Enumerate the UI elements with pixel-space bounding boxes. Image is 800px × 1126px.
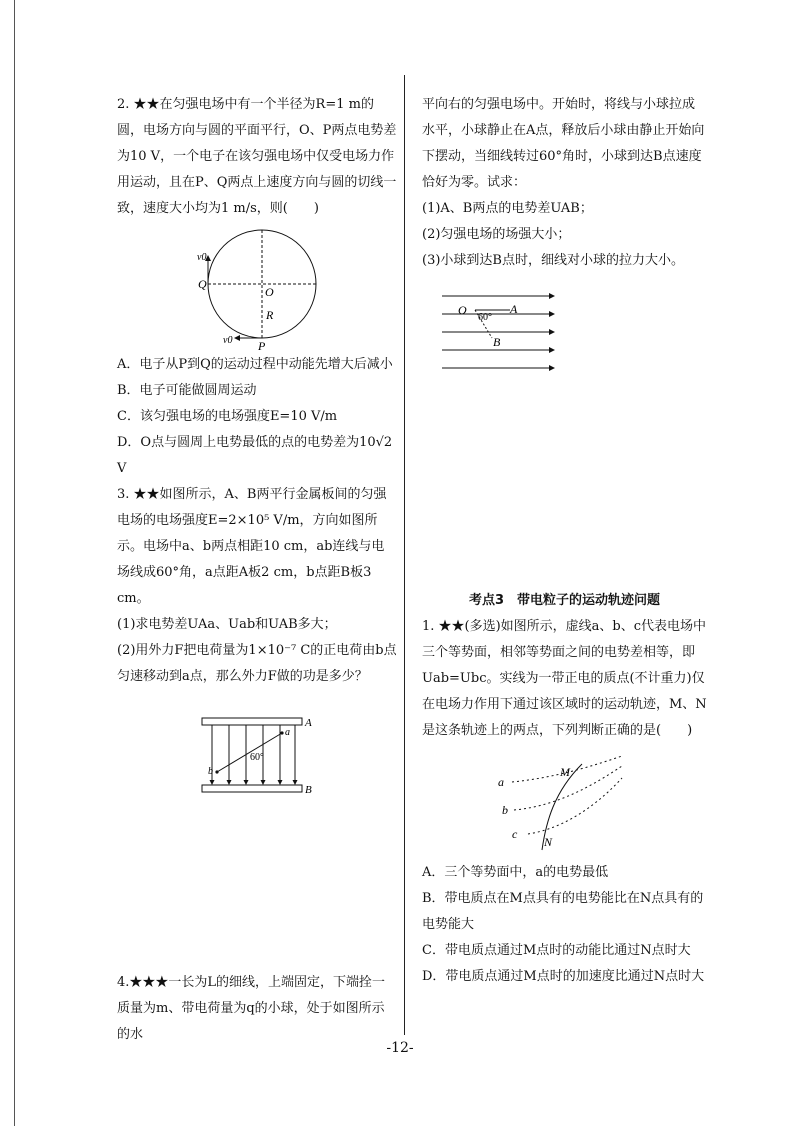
q3-label-b: b	[208, 766, 213, 777]
q3-sub1: (1)求电势差UAa、Uab和UAB多大；	[117, 617, 337, 632]
page-number: -12-	[386, 1040, 414, 1056]
q2-label-P: P	[258, 339, 266, 352]
q4-sub1: (1)A、B两点的电势差UAB；	[422, 201, 593, 216]
s3-label-a: a	[498, 775, 504, 789]
q4-label-angle: 60°	[478, 312, 492, 323]
q4-pendulum-figure	[422, 288, 707, 378]
column-divider	[404, 75, 405, 1035]
q3-plate-B	[202, 785, 302, 792]
section3-heading: 考点3 带电粒子的运动轨迹问题	[468, 593, 661, 608]
q3-plate-A	[202, 718, 302, 725]
page-edge-line	[14, 0, 15, 1126]
q3-plates-figure	[117, 708, 397, 808]
q3-stem: 3. ★★如图所示，A、B两平行金属板间的匀强电场的电场强度E=2×10⁵ V/m，方向如图所示。电场中a、b两点相距10 cm，ab连线与电场线成60°角，a点距A板2 cm，b点距B板3 cm。	[117, 487, 387, 606]
q3-sub2: (2)用外力F把电荷量为1×10⁻⁷ C的正电荷由b点匀速移动到a点，那么外力F做的功是多少？	[117, 643, 397, 684]
s3-label-N: N	[544, 835, 553, 849]
left-column	[117, 92, 397, 1042]
right-column	[422, 92, 707, 990]
q2-label-v0-bottom: v0	[223, 335, 233, 346]
s3-option-a: A．三个等势面中，a的电势最低	[422, 865, 609, 880]
s3-label-M: M	[560, 765, 570, 779]
q3-label-B: B	[305, 784, 312, 796]
q2-option-c: C．该匀强电场的电场强度E=10 V/m	[117, 409, 338, 424]
s3-q1-trajectory-figure	[422, 750, 707, 860]
s3-option-d: D．带电质点通过M点时的加速度比通过N点时大	[422, 969, 705, 984]
q3-label-angle: 60°	[250, 752, 264, 763]
q4-sub3: (3)小球到达B点时，细线对小球的拉力大小。	[422, 253, 684, 268]
q3-point-a	[280, 731, 283, 734]
q4-label-B: B	[493, 335, 501, 349]
q4-label-O: O	[458, 303, 467, 317]
q4-stem-left: 4.★★★一长为L的细线，上端固定，下端拴一质量为m、带电荷量为q的小球，处于如图所示的水	[117, 975, 386, 1042]
s3-q1-stem: 1. ★★(多选)如图所示，虚线a、b、c代表电场中三个等势面，相邻等势面之间的电势差相等，即Uab=Ubc。实线为一带正电的质点(不计重力)仅在电场力作用下通过该区域时的运动轨迹，M、N是这条轨迹上的两点，下列判断正确的是( )	[422, 619, 707, 738]
q2-option-b: B．电子可能做圆周运动	[117, 383, 257, 398]
s3-option-b: B．带电质点在M点具有的电势能比在N点具有的电势能大	[422, 891, 704, 932]
s3-label-c: c	[512, 827, 518, 841]
s3-equipotential-c	[528, 778, 622, 834]
q2-option-a: A．电子从P到Q的运动过程中动能先增大后减小	[117, 357, 393, 372]
q2-label-R: R	[266, 308, 274, 322]
q4-stem-right: 平向右的匀强电场中。开始时，将线与小球拉成水平，小球静止在A点，释放后小球由静止开始向下摆动，当细线转过60°角时，小球到达B点速度恰好为零。试求：	[422, 97, 705, 190]
q2-circle-figure	[117, 222, 397, 352]
q2-stem: 2. ★★在匀强电场中有一个半径为R=1 m的圆，电场方向与圆的平面平行，O、P两点电势差为10 V，一个电子在该匀强电场中仅受电场力作用运动，且在P、Q两点上速度方向与圆的切线一致，速度大小均为1 m/s，则( )	[117, 97, 397, 216]
q4-sub2: (2)匀强电场的场强大小；	[422, 227, 571, 242]
q2-label-O: O	[265, 285, 274, 299]
q2-option-d: D．O点与圆周上电势最低的点的电势差为10√2 V	[117, 435, 393, 476]
q3-label-A: A	[305, 717, 312, 729]
q2-label-v0-top: v0	[197, 252, 207, 263]
q4-label-A: A	[510, 302, 518, 316]
q2-label-Q: Q	[198, 277, 207, 291]
q3-label-a: a	[285, 727, 290, 738]
s3-option-c: C．带电质点通过M点时的动能比通过N点时大	[422, 943, 691, 958]
q3-point-b	[215, 770, 218, 773]
s3-label-b: b	[502, 803, 508, 817]
